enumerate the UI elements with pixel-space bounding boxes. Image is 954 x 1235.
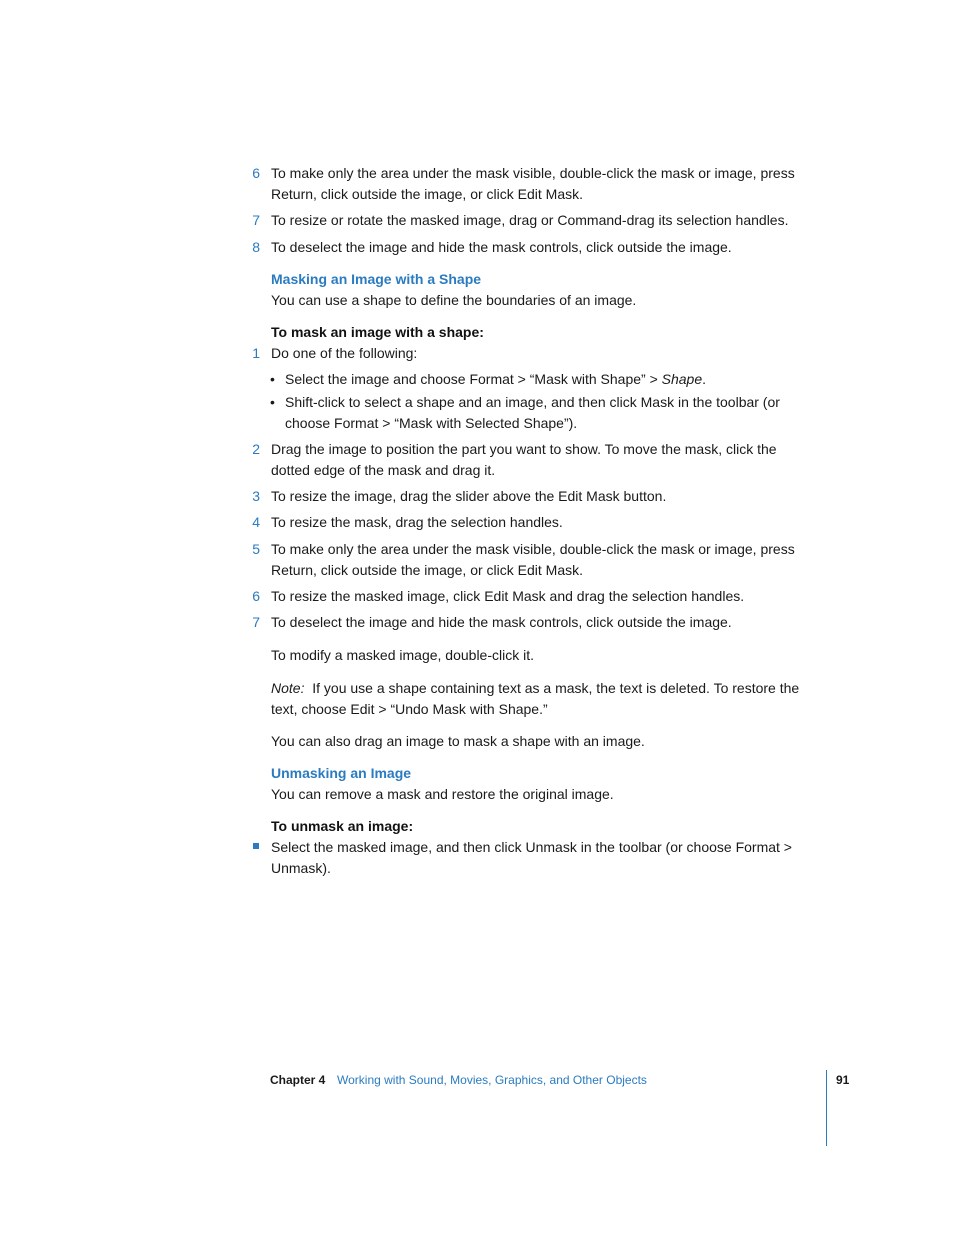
bullet-dot: • xyxy=(270,371,275,387)
section-heading: Masking an Image with a Shape xyxy=(271,271,482,287)
note-text: If you use a shape containing text as a mask, the text is deleted. To restore the text, choose Edit > “Undo Mask with Shape.” xyxy=(271,680,800,717)
section-intro: You can remove a mask and restore the original image. xyxy=(271,786,614,802)
task-heading: To mask an image with a shape: xyxy=(271,324,484,340)
bullet-text: Select the image and choose Format > “Mask with Shape” > Shape. xyxy=(285,371,707,387)
step-number: 3 xyxy=(252,488,260,504)
step-text: To resize or rotate the masked image, drag or Command-drag its selection handles. xyxy=(271,212,789,228)
step-number: 7 xyxy=(252,614,260,630)
square-bullet-icon xyxy=(253,843,259,849)
step-number: 4 xyxy=(252,514,260,530)
footer-divider xyxy=(826,1070,827,1146)
footer-chapter: Chapter 4 xyxy=(270,1073,326,1087)
step-number: 8 xyxy=(252,239,260,255)
bullet-text: Shift-click to select a shape and an image, and then click Mask in the toolbar (or choose Format > “Mask with Selected Shape”). xyxy=(285,394,780,431)
step-text: To resize the mask, drag the selection handles. xyxy=(271,514,563,530)
step-number: 6 xyxy=(252,588,260,604)
step-text: To deselect the image and hide the mask controls, click outside the image. xyxy=(271,239,732,255)
step-text: To make only the area under the mask visible, double-click the mask or image, press Return, click outside the image, or click Edit Mask. xyxy=(271,541,795,578)
footer-chapter-title: Working with Sound, Movies, Graphics, and Other Objects xyxy=(337,1073,647,1087)
step-number: 6 xyxy=(252,165,260,181)
step-number: 1 xyxy=(252,345,260,361)
step-text: Drag the image to position the part you want to show. To move the mask, click the dotted edge of the mask and drag it. xyxy=(271,441,777,478)
step-text: Select the masked image, and then click Unmask in the toolbar (or choose Format > Unmask). xyxy=(271,839,792,876)
step-number: 7 xyxy=(252,212,260,228)
step-text: To deselect the image and hide the mask controls, click outside the image. xyxy=(271,614,732,630)
note-paragraph xyxy=(271,678,811,719)
section-intro: You can use a shape to define the boundaries of an image. xyxy=(271,292,637,308)
body-paragraph: You can also drag an image to mask a shape with an image. xyxy=(271,733,645,749)
step-text: To resize the masked image, click Edit Mask and drag the selection handles. xyxy=(271,588,745,604)
task-heading: To unmask an image: xyxy=(271,818,414,834)
step-number: 5 xyxy=(252,541,260,557)
note-label: Note: xyxy=(271,680,305,696)
step-text: To make only the area under the mask visible, double-click the mask or image, press Return, click outside the image, or click Edit Mask. xyxy=(271,165,795,202)
bullet-dot: • xyxy=(270,394,275,410)
body-paragraph: To modify a masked image, double-click it. xyxy=(271,647,534,663)
page-number: 91 xyxy=(836,1073,850,1087)
step-number: 2 xyxy=(252,441,260,457)
section-heading: Unmasking an Image xyxy=(271,765,412,781)
step-text: Do one of the following: xyxy=(271,345,418,361)
step-text: To resize the image, drag the slider above the Edit Mask button. xyxy=(271,488,667,504)
